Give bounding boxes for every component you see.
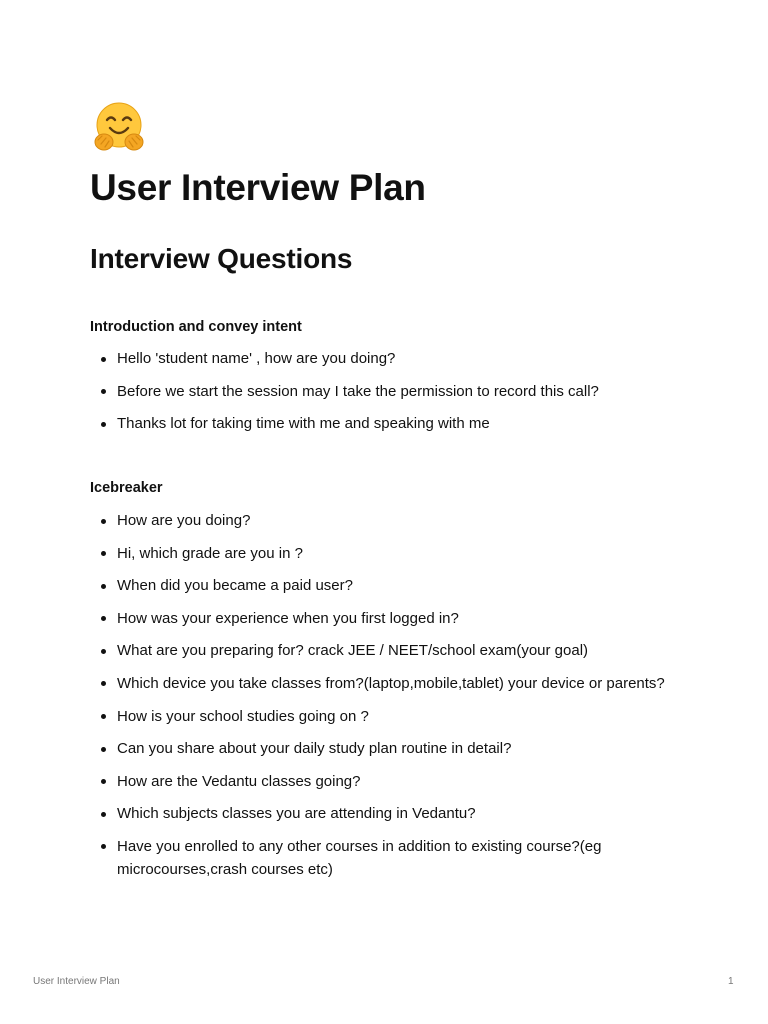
- group-heading-icebreaker: Icebreaker: [90, 480, 163, 496]
- group-heading-introduction: Introduction and convey intent: [90, 319, 302, 335]
- footer-document-name: User Interview Plan: [33, 976, 120, 987]
- list-item: Which subjects classes you are attending in Vedantu?: [90, 802, 690, 825]
- list-item: When did you became a paid user?: [90, 574, 690, 597]
- list-item: What are you preparing for? crack JEE / NEET/school exam(your goal): [90, 639, 690, 662]
- icebreaker-question-list: [90, 509, 690, 891]
- section-title-interview-questions: Interview Questions: [90, 243, 353, 274]
- list-item: How are you doing?: [90, 509, 690, 532]
- list-item: How are the Vedantu classes going?: [90, 770, 690, 793]
- list-item: Have you enrolled to any other courses in addition to existing course?(eg microcourses,crash courses etc): [90, 835, 690, 881]
- list-item: Before we start the session may I take the permission to record this call?: [90, 380, 690, 403]
- list-item: Can you share about your daily study plan routine in detail?: [90, 737, 690, 760]
- hugging-face-emoji-icon: [90, 100, 148, 156]
- document-title: User Interview Plan: [90, 167, 426, 208]
- list-item: Hi, which grade are you in ?: [90, 542, 690, 565]
- list-item: Which device you take classes from?(laptop,mobile,tablet) your device or parents?: [90, 672, 690, 695]
- list-item: Hello 'student name' , how are you doing?: [90, 347, 690, 370]
- list-item: Thanks lot for taking time with me and speaking with me: [90, 412, 690, 435]
- list-item: How is your school studies going on ?: [90, 705, 690, 728]
- footer-page-number: 1: [728, 976, 734, 987]
- introduction-question-list: [90, 347, 690, 445]
- list-item: How was your experience when you first logged in?: [90, 607, 690, 630]
